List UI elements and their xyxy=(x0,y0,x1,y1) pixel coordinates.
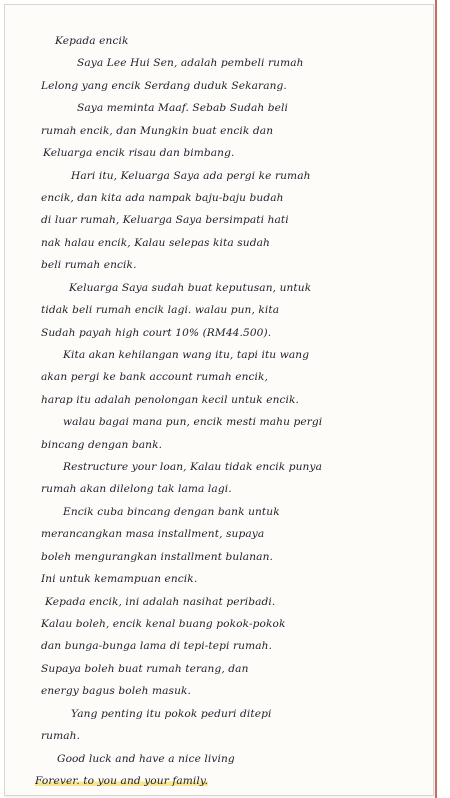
letter-line: Supaya boleh buat rumah terang, dan xyxy=(41,662,249,675)
letter-line: rumah akan dilelong tak lama lagi. xyxy=(41,483,232,496)
letter-line: dan bunga-bunga lama di tepi-tepi rumah. xyxy=(41,640,273,653)
letter-line: Hari itu, Keluarga Saya ada pergi ke rumah xyxy=(71,169,311,182)
letter-line: Encik cuba bincang dengan bank untuk xyxy=(63,505,280,518)
letter-line: di luar rumah, Keluarga Saya bersimpati hati xyxy=(41,214,289,227)
letter-line: merancangkan masa installment, supaya xyxy=(41,528,265,541)
letter-line: energy bagus boleh masuk. xyxy=(41,685,191,698)
letter-line: Kepada encik, ini adalah nasihat peribadi. xyxy=(45,595,276,608)
letter-line: bincang dengan bank. xyxy=(41,438,163,451)
letter-line: encik, dan kita ada nampak baju-baju budah xyxy=(41,191,284,204)
letter-line: Yang penting itu pokok peduri ditepi xyxy=(71,707,272,720)
letter-line: Keluarga encik risau dan bimbang. xyxy=(43,147,235,160)
handwritten-letter xyxy=(5,5,433,795)
letter-line: Saya Lee Hui Sen, adalah pembeli rumah xyxy=(77,57,304,70)
letter-line: rumah encik, dan Mungkin buat encik dan xyxy=(41,124,274,137)
letter-line: Ini untuk kemampuan encik. xyxy=(41,573,198,586)
letter-line: tidak beli rumah encik lagi. walau pun, kita xyxy=(41,304,280,317)
letter-line: Kita akan kehilangan wang itu, tapi itu wang xyxy=(63,348,310,361)
letter-line: Forever. to you and your family. xyxy=(35,775,209,787)
letter-paper xyxy=(4,4,434,796)
letter-line: Keluarga Saya sudah buat keputusan, untuk xyxy=(69,281,312,294)
letter-line: Good luck and have a nice living xyxy=(57,752,235,765)
letter-line: Saya meminta Maaf. Sebab Sudah beli xyxy=(77,102,288,115)
letter-line: Kalau boleh, encik kenal buang pokok-pokok xyxy=(41,618,286,631)
letter-line: harap itu adalah penolongan kecil untuk encik. xyxy=(41,393,300,406)
letter-greeting: Kepada encik xyxy=(55,35,129,47)
page-margin-rule xyxy=(435,0,437,798)
letter-line: nak halau encik, Kalau selepas kita sudah xyxy=(41,236,270,249)
letter-line: boleh mengurangkan installment bulanan. xyxy=(41,550,273,563)
letter-line: akan pergi ke bank account rumah encik, xyxy=(41,371,269,384)
letter-line: beli rumah encik. xyxy=(41,259,137,272)
letter-line: Restructure your loan, Kalau tidak encik punya xyxy=(63,461,322,474)
letter-line: walau bagai mana pun, encik mesti mahu pergi xyxy=(63,416,323,429)
letter-line: rumah. xyxy=(41,730,81,743)
letter-line: Lelong yang encik Serdang duduk Sekarang. xyxy=(41,79,287,92)
letter-line: Sudah payah high court 10% (RM44.500). xyxy=(41,326,272,339)
